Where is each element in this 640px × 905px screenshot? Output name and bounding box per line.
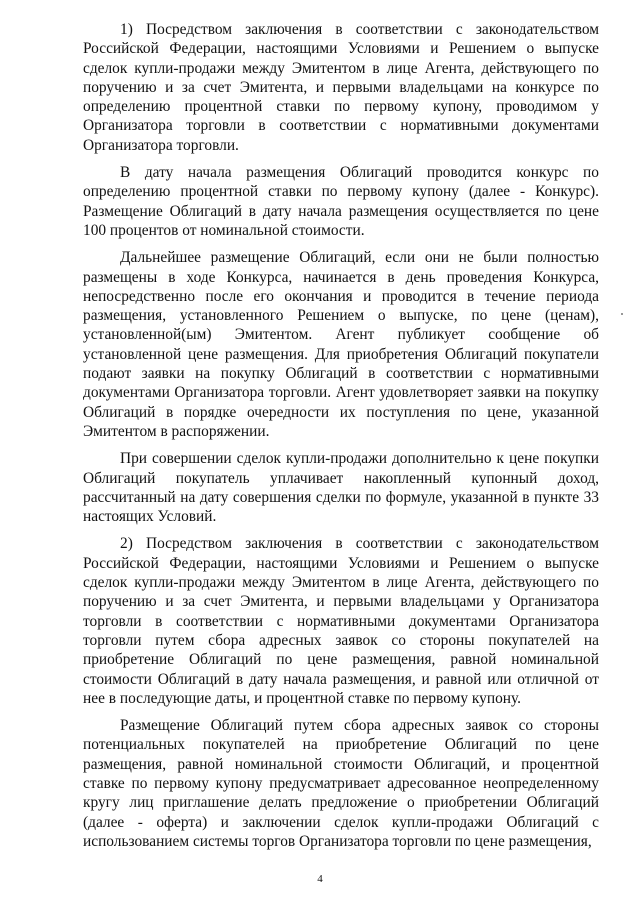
scan-speck (621, 313, 623, 315)
paragraph-2: В дату начала размещения Облигаций проводится конкурс по определению процентной ставки по первому купону (далее - Конкурс). Размещение Облигаций в дату начала размещения осуществляется по цене 100 процентов от номинальной стоимости. (83, 164, 599, 239)
paragraph-4: При совершении сделок купли-продажи дополнительно к цене покупки Облигаций покупатель уплачивает накопленный купонный доход, рассчитанный на дату совершения сделки по формуле, указанной в пункте 33 настоящих Условий. (83, 450, 599, 526)
document-page (83, 20, 599, 859)
paragraph-1: 1) Посредством заключения в соответствии с законодательством Российской Федерации, настоящими Условиями и Решением о выпуске сделок купли-продажи между Эмитентом в лице Агента, действующего по поручению и за счет Эмитента, и первыми владельцами на конкурсе по определению процентной ставки по первому купону, проводимом у Организатора торговли в соответствии с нормативными документами Организатора торговли. (83, 21, 599, 154)
paragraph-3: Дальнейшее размещение Облигаций, если они не были полностью размещены в ходе Конкурса, начинается в день проведения Конкурса, непосредственно после его окончания и проводится в течение периода размещения, установленного Решением о выпуске, по цене (ценам), установленной(ым) Эмитентом. Агент публикует сообщение об установленной цене размещения. Для приобретения Облигаций покупатели подают заявки на покупку Облигаций в соответствии с нормативными документами Организатора торговли. Агент удовлетворяет заявки на покупку Облигаций в порядке очередности их поступления по цене, указанной Эмитентом в распоряжении. (83, 249, 599, 440)
paragraph-6: Размещение Облигаций путем сбора адресных заявок со стороны потенциальных покупателей на приобретение Облигаций по цене размещения, равной номинальной стоимости Облигаций, и процентной ставке по первому купону предусматривает адресованное неопределенному кругу лиц приглашение делать предложение о приобретении Облигаций (далее - оферта) и заключении сделок купли-продажи Облигаций с использованием системы торгов Организатора торговли по цене размещения, (83, 717, 599, 850)
page-number: 4 (317, 873, 323, 885)
paragraph-5: 2) Посредством заключения в соответствии с законодательством Российской Федерации, настоящими Условиями и Решением о выпуске сделок купли-продажи между Эмитентом в лице Агента, действующего по поручению и за счет Эмитента, и первыми владельцами у Организатора торговли в соответствии с нормативными документами Организатора торговли путем сбора адресных заявок со стороны покупателей на приобретение Облигаций по цене размещения, равной номинальной стоимости Облигаций в дату начала размещения, и равной или отличной от нее в последующие даты, и процентной ставке по первому купону. (83, 535, 599, 707)
